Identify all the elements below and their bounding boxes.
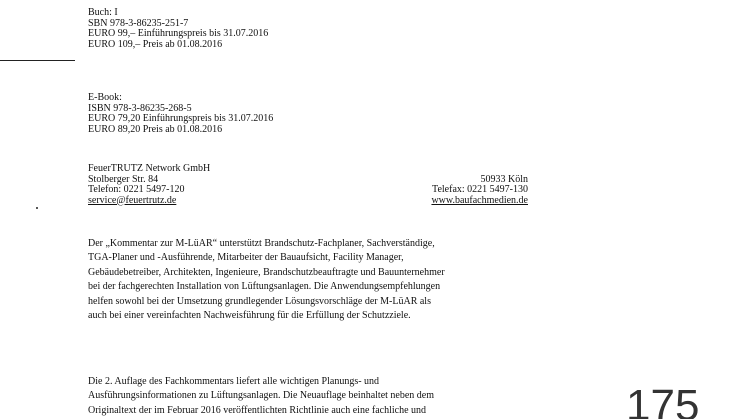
- ebook-info-block: [88, 93, 528, 135]
- page-number: 175: [626, 381, 700, 419]
- paragraph-line: TGA-Planer und -Ausführende, Mitarbeiter der Bauaufsicht, Facility Manager,: [88, 252, 404, 264]
- margin-dot: [36, 207, 38, 209]
- publisher-city: 50933 Köln: [480, 173, 528, 185]
- book-info-block: [88, 8, 528, 50]
- description-paragraph-2: [88, 375, 558, 418]
- paragraph-line: bei der fachgerechten Installation von Lüftungsanlagen. Die Anwendungsempfehlungen: [88, 281, 441, 293]
- book-price-regular: EURO 109,– Preis ab 01.08.2016: [88, 38, 223, 50]
- book-isbn: SBN 978-3-86235-251-7: [88, 17, 189, 29]
- paragraph-line: helfen sowohl bei der Umsetzung grundlegender Lösungsvorschläge der M-LüAR als: [88, 295, 431, 307]
- phone-fax-row: [88, 185, 528, 196]
- book-label: Buch: I: [88, 7, 118, 18]
- description-paragraph-1: [88, 237, 558, 323]
- left-margin-rule: [0, 60, 75, 61]
- publisher-phone: Telefon: 0221 5497-120: [88, 184, 185, 195]
- ebook-label: E-Book:: [88, 92, 122, 103]
- paragraph-line: auch bei einer vereinfachten Nachweisführung für die Erfüllung der Schutzziele.: [88, 310, 411, 322]
- paragraph-line: Die 2. Auflage des Fachkommentars liefert alle wichtigen Planungs- und: [88, 376, 380, 387]
- ebook-price-intro: EURO 79,20 Einführungspreis bis 31.07.2016: [88, 113, 274, 124]
- publisher-email-link[interactable]: service@feuertrutz.de: [88, 194, 177, 206]
- paragraph-line: Der „Kommentar zur M-LüAR“ unterstützt Brandschutz-Fachplaner, Sachverständige,: [88, 238, 435, 249]
- paragraph-line: Ausführungsinformationen zu Lüftungsanlagen. Die Neuauflage beinhaltet neben dem: [88, 390, 435, 402]
- paragraph-line: Originaltext der im Februar 2016 veröffentlichten Richtlinie auch eine fachliche und: [88, 404, 427, 416]
- publisher-website-link[interactable]: www.baufachmedien.de: [431, 194, 528, 206]
- ebook-isbn: ISBN 978-3-86235-268-5: [88, 102, 192, 114]
- email-web-row: [88, 196, 528, 207]
- publisher-address-block: [88, 164, 528, 206]
- publisher-street: Stolberger Str. 84: [88, 173, 159, 185]
- ebook-price-regular: EURO 89,20 Preis ab 01.08.2016: [88, 123, 223, 135]
- publisher-name: FeuerTRUTZ Network GmbH: [88, 163, 211, 174]
- book-price-intro: EURO 99,– Einführungspreis bis 31.07.2016: [88, 28, 269, 39]
- paragraph-line: Gebäudebetreiber, Architekten, Ingenieure, Brandschutzbeauftragte und Bauunternehmer: [88, 266, 445, 278]
- publisher-fax: Telefax: 0221 5497-130: [432, 184, 528, 195]
